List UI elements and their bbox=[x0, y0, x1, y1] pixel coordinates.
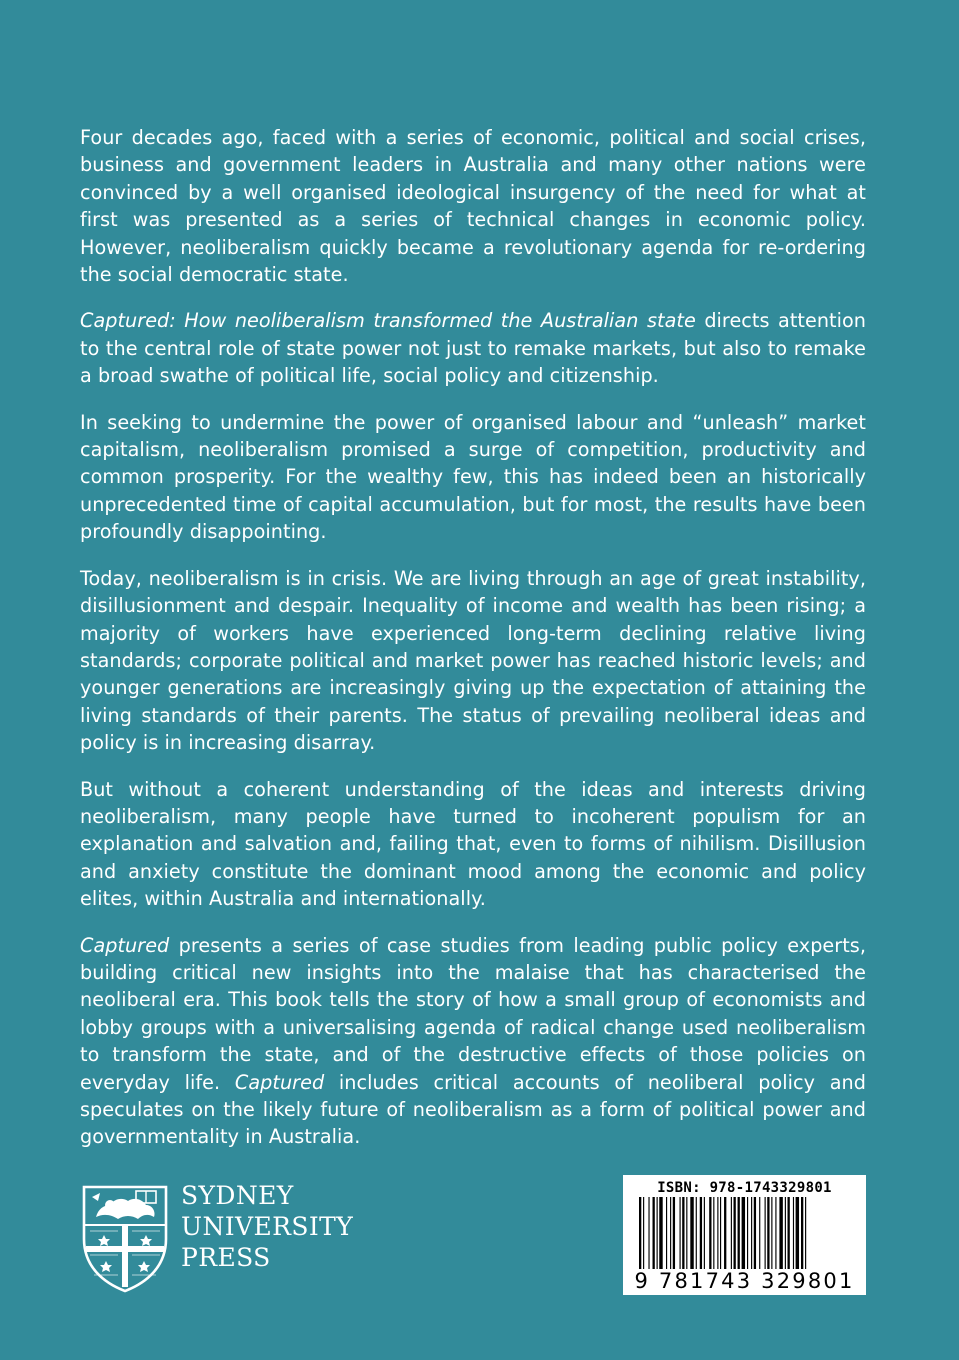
blurb-paragraph-2 bbox=[80, 307, 866, 389]
blurb-paragraph-6 bbox=[80, 932, 866, 1151]
publisher-name-line-2: UNIVERSITY bbox=[181, 1212, 354, 1241]
isbn-label: ISBN: 978-1743329801 bbox=[657, 1180, 832, 1196]
back-cover-blurb bbox=[80, 124, 866, 1170]
publisher-logo bbox=[80, 1180, 380, 1300]
blurb-paragraph-6-text: presents a series of case studies from leading public policy experts, building critical new insights into the malaise that has characterised the neoliberal era. This book tells the story of how a small group of economists and lobby groups with a universalising agenda of radical change used neoliberalism to transform the state, and of the destructive effects of those policies on everyday life. bbox=[80, 933, 866, 1094]
university-crest-icon bbox=[80, 1183, 170, 1295]
book-title-italic: Captured: How neoliberalism transformed the Australian state bbox=[80, 309, 696, 333]
blurb-paragraph-1: Four decades ago, faced with a series of economic, political and social crises, business and government leaders in Australia and many other nations were convinced by a well organised ideological insurgency of the need for what at first was presented as a series of technical changes in economic policy. However, neoliberalism quickly became a revolutionary agenda for re-ordering the social democratic state. bbox=[80, 126, 866, 287]
publisher-name-line-1: SYDNEY bbox=[181, 1181, 294, 1210]
isbn-barcode bbox=[623, 1175, 866, 1295]
blurb-paragraph-6-end: includes critical accounts of neoliberal policy and speculates on the likely future of neoliberalism as a form of political power and governmentality in Australia. bbox=[80, 1070, 866, 1149]
book-title-italic: Captured bbox=[234, 1070, 325, 1094]
blurb-paragraph-3: In seeking to undermine the power of organised labour and “unleash” market capitalism, neoliberalism promised a surge of competition, productivity and common prosperity. For the wealthy few, this has indeed been an historically unprecedented time of capital accumulation, but for most, the results have been profoundly disappointing. bbox=[80, 410, 866, 544]
publisher-name bbox=[181, 1180, 353, 1273]
blurb-paragraph-4: Today, neoliberalism is in crisis. We are living through an age of great instability, disillusionment and despair. Inequality of income and wealth has been rising; a majority of workers have experienced long-term declining relative living standards; corporate political and market power has reached historic levels; and younger generations are increasingly giving up the expectation of attaining the living standards of their parents. The status of prevailing neoliberal ideas and policy is in increasing disarray. bbox=[80, 566, 866, 755]
blurb-paragraph-2-text: directs attention to the central role of state power not just to remake markets, but also to remake a broad swathe of political life, social policy and citizenship. bbox=[80, 309, 866, 388]
publisher-name-line-3: PRESS bbox=[181, 1243, 271, 1272]
isbn-digits: 9 781743 329801 bbox=[634, 1269, 855, 1293]
barcode-bars bbox=[637, 1197, 857, 1269]
book-title-italic: Captured bbox=[80, 933, 170, 957]
blurb-paragraph-5: But without a coherent understanding of the ideas and interests driving neoliberalism, many people have turned to incoherent populism for an explanation and salvation and, failing that, even to forms of nihilism. Disillusion and anxiety constitute the dominant mood among the economic and policy elites, within Australia and internationally. bbox=[80, 777, 866, 911]
